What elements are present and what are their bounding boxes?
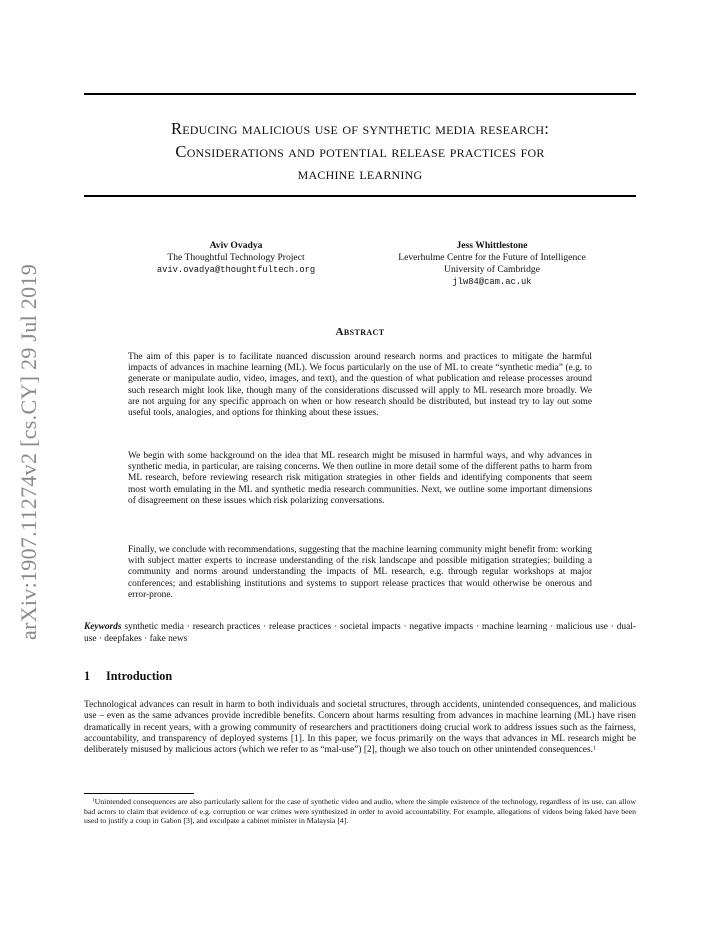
author-name: Jess Whittlestone bbox=[456, 240, 528, 251]
author-email[interactable]: aviv.ovadya@thoughtfultech.org bbox=[156, 265, 316, 275]
title-top-rule bbox=[84, 93, 636, 95]
abstract-paragraph: The aim of this paper is to facilitate nuanced discussion around research norms and practices to mitigate the harmful impacts of advances in machine learning (ML). We focus particularly on the use of ML to create “synthetic media” (e.g. to generate or manipulate audio, video, images, and text), and the question of what publication and release processes around such research might look like, though many of the considerations discussed will apply to ML research more broadly. We are not arguing for any specific approach on when or how research should be distributed, but instead try to lay out some useful tools, analogies, and options for thinking about these issues. bbox=[128, 352, 592, 419]
title-line: Considerations and potential release practices for bbox=[175, 141, 545, 161]
section-title: Introduction bbox=[106, 669, 173, 683]
footnote-text: Unintended consequences are also particularly salient for the case of synthetic video and audio, where the simple existence of the technology, regardless of its use, can allow bad actors to claim that evidence of e.g. corruption or war crimes were synthesized in order to avoid accountability. For example, allegations of videos being faked have been used to justify a coup in Gabon [3], and exculpate a cabinet minister in Malaysia [4]. bbox=[84, 797, 636, 826]
section-heading bbox=[84, 669, 172, 684]
abstract-paragraph: We begin with some background on the idea that ML research might be misused in harmful ways, and why advances in synthetic media, in particular, are raising concerns. We then outline in more detail some of the different paths to harm from ML research, before reviewing research risk mitigation strategies in other fields and identifying components that seem most worth emulating in the ML and synthetic media research communities. Next, we outline some important dimensions of disagreement on these issues which risk polarizing conversations. bbox=[128, 451, 592, 506]
footnote-mark: 1 bbox=[92, 797, 95, 804]
section-number: 1 bbox=[84, 669, 91, 683]
author-name: Aviv Ovadya bbox=[209, 240, 263, 251]
author-affiliation: Leverhulme Centre for the Future of Intelligence bbox=[398, 252, 586, 263]
keywords bbox=[84, 622, 636, 645]
footnote bbox=[84, 797, 636, 826]
title-line: machine learning bbox=[297, 164, 423, 183]
author-block bbox=[120, 240, 352, 276]
arxiv-identifier: arXiv:1907.11274v2 [cs.CY] 29 Jul 2019 bbox=[16, 263, 41, 640]
author-email[interactable]: jlw84@cam.ac.uk bbox=[452, 277, 532, 287]
footnote-rule bbox=[84, 793, 194, 794]
author-block bbox=[360, 240, 624, 288]
keywords-list: synthetic media · research practices · release practices · societal impacts · negative impacts · machine learning · malicious use · dual-use · deepfakes · fake news bbox=[84, 622, 637, 644]
abstract-heading: Abstract bbox=[335, 326, 385, 338]
author-affiliation: The Thoughtful Technology Project bbox=[167, 252, 305, 263]
introduction-paragraph bbox=[84, 700, 636, 756]
introduction-text: Technological advances can result in harm to both individuals and societal structures, through accidents, unintended consequences, and malicious use – even as the same advances provide incredible benefits. Concern about harms resulting from advances in machine learning (ML) have risen dramatically in recent years, with a growing community of researchers and practitioners doing crucial work to address issues such as the fairness, accountability, and transparency of deployed systems [1]. In this paper, we focus primarily on the ways that advances in ML research might be deliberately misused by malicious actors (which we refer to as “mal-use”) [2], though we also touch on other unintended consequences. bbox=[84, 700, 636, 756]
footnote-reference[interactable]: 1 bbox=[592, 745, 596, 752]
title-line: Reducing malicious use of synthetic media research: bbox=[170, 119, 550, 138]
keywords-label: Keywords bbox=[84, 622, 122, 632]
abstract-paragraph: Finally, we conclude with recommendations, suggesting that the machine learning community might benefit from: working with subject matter experts to increase understanding of the risk landscape and possible mitigation strategies; building a community and norms around understanding the impacts of ML research, e.g. through regular workshops at major conferences; and establishing institutions and systems to support release practices that would otherwise be onerous and error-prone. bbox=[128, 545, 592, 600]
paper-title bbox=[84, 118, 636, 186]
author-affiliation: University of Cambridge bbox=[444, 264, 540, 275]
title-bottom-rule bbox=[84, 195, 636, 197]
